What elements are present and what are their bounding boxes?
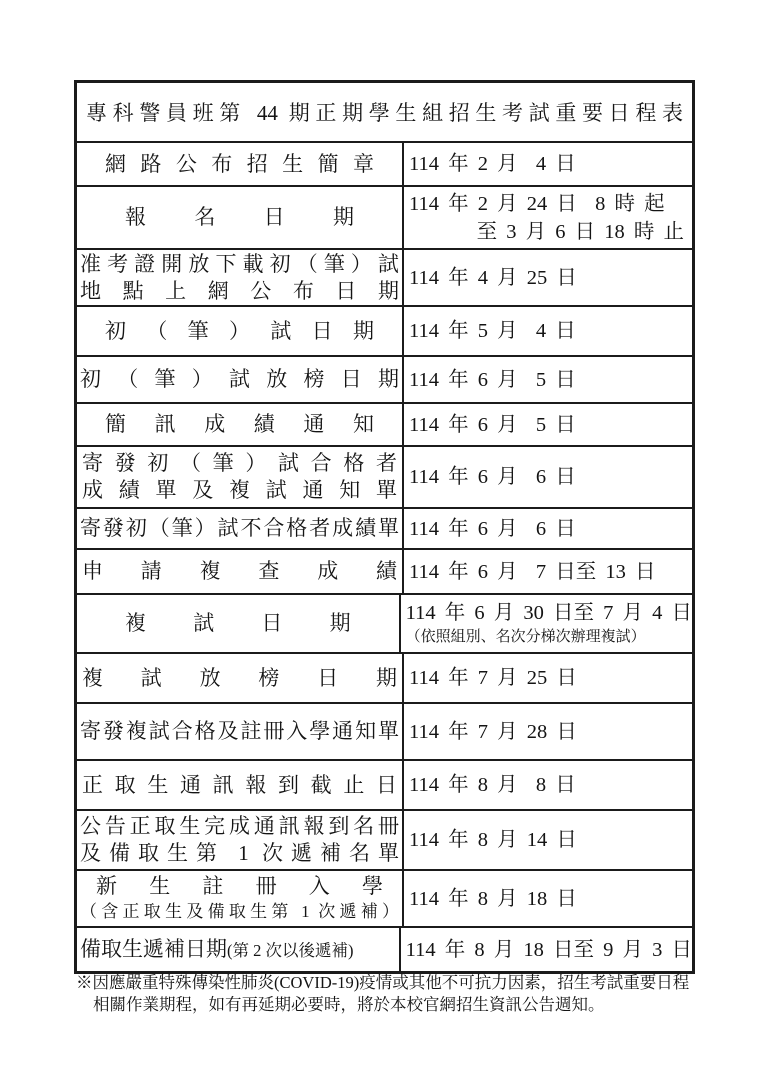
table-row — [77, 652, 692, 702]
event-name: 複試日期 — [125, 611, 351, 635]
event-date-cell — [404, 704, 692, 759]
page-title: 專科警員班第 44 期正期學生組招生考試重要日程表 — [86, 101, 683, 125]
event-date-cell — [404, 250, 692, 305]
event-name: 公告正取生完成通訊報到名冊 — [80, 814, 399, 838]
event-date-cell — [404, 143, 692, 185]
event-date: 114 年 5 月 4 日 — [409, 320, 576, 342]
table-row — [77, 355, 692, 402]
event-name — [80, 936, 396, 964]
table-row — [77, 926, 692, 971]
table-title-cell — [77, 83, 692, 141]
event-name-cell — [77, 928, 401, 971]
event-date-cell — [404, 654, 692, 702]
event-date: 114 年 6 月 7 日至 13 日 — [409, 560, 656, 583]
event-name-cell — [77, 871, 404, 926]
table-row — [77, 445, 692, 507]
event-date-cell — [404, 509, 692, 548]
event-name: 寄發初（筆）試不合格者成績單 — [80, 516, 399, 540]
event-date-cell — [404, 550, 692, 593]
event-name-line2: 及備取生第 1 次遞補名單 — [80, 841, 399, 865]
event-date-cell — [401, 595, 692, 652]
event-name: 正取生通訊報到截止日 — [82, 772, 397, 797]
event-name-cell — [77, 811, 404, 869]
event-name-line2: 地點上網公布日期 — [80, 278, 399, 303]
table-row — [77, 702, 692, 759]
schedule-table — [74, 80, 695, 974]
event-name-cell — [77, 307, 404, 355]
event-date: 114 年 7 月 28 日 — [409, 720, 577, 743]
event-date: 114 年 2 月 4 日 — [409, 153, 576, 175]
event-date-cell — [404, 871, 692, 926]
event-name-cell — [77, 761, 404, 809]
event-name: 網路公布招生簡章 — [105, 151, 374, 176]
event-date-note: （依照組別、名次分梯次辦理複試） — [405, 629, 646, 645]
table-row-title — [77, 83, 692, 141]
event-date-cell — [404, 761, 692, 809]
event-name: 准考證開放下載初（筆）試 — [80, 251, 399, 276]
event-date: 114 年 6 月 6 日 — [409, 466, 576, 488]
event-name-line2: 成績單及複試通知單 — [82, 478, 397, 502]
table-row — [77, 548, 692, 593]
event-date-cell — [404, 447, 692, 507]
event-date: 114 年 8 月 18 日 — [409, 887, 577, 910]
table-row — [77, 402, 692, 445]
event-name: 初（筆）試放榜日期 — [80, 367, 399, 391]
table-row — [77, 809, 692, 869]
event-name-line2: （含正取生及備取生第 1 次遞補） — [80, 902, 399, 921]
event-name: 複試放榜日期 — [82, 665, 397, 690]
event-date-cell — [404, 404, 692, 445]
event-name: 寄發初（筆）試合格者 — [82, 451, 397, 475]
event-date-cell — [404, 357, 692, 402]
table-row — [77, 759, 692, 809]
table-row — [77, 185, 692, 248]
covid-footnote: ※因應嚴重特殊傳染性肺炎(COVID-19)疫情或其他不可抗力因素，招生考試重要日程相關作業期程，如有再延期必要時，將於本校官網招生資訊公告週知。 — [76, 973, 690, 1014]
event-date: 114 年 8 月 8 日 — [409, 774, 576, 796]
event-date: 114 年 6 月 30 日至 7 月 4 日 — [405, 602, 692, 624]
event-name: 報名日期 — [125, 205, 354, 229]
event-name: 初（筆）試日期 — [105, 318, 374, 343]
event-date: 114 年 8 月 14 日 — [409, 829, 577, 851]
table-row — [77, 248, 692, 305]
event-name-cell — [77, 509, 404, 548]
event-name-main: 備取生遞補日期 — [80, 936, 227, 961]
event-date: 114 年 6 月 5 日 — [409, 413, 576, 436]
event-name: 新生註冊入學 — [96, 874, 383, 898]
table-row — [77, 507, 692, 548]
event-date: 114 年 2 月 24 日 8 時 起 — [409, 192, 665, 215]
event-date-cell — [401, 928, 692, 971]
event-name-cell — [77, 187, 404, 248]
event-name-cell — [77, 357, 404, 402]
event-name-cell — [77, 250, 404, 305]
event-name-cell — [77, 595, 401, 652]
event-date: 114 年 6 月 6 日 — [409, 517, 576, 540]
event-name-cell — [77, 404, 404, 445]
event-date-cell — [404, 811, 692, 869]
event-name-cell — [77, 143, 404, 185]
event-name-suffix: (第 2 次以後遞補) — [227, 940, 354, 960]
event-name: 寄發複試合格及註冊入學通知單 — [80, 719, 399, 743]
event-name-cell — [77, 704, 404, 759]
event-date-line2: 至 3 月 6 日 18 時 止 — [476, 220, 684, 243]
event-date-cell — [404, 307, 692, 355]
event-date: 114 年 6 月 5 日 — [409, 368, 576, 391]
table-row — [77, 305, 692, 355]
table-row — [77, 593, 692, 652]
event-name-cell — [77, 654, 404, 702]
event-name: 申請複查成績 — [82, 559, 397, 583]
event-date: 114 年 8 月 18 日至 9 月 3 日 — [405, 938, 692, 961]
event-date: 114 年 4 月 25 日 — [409, 266, 577, 289]
table-row — [77, 869, 692, 926]
event-name-cell — [77, 550, 404, 593]
event-name-cell — [77, 447, 404, 507]
event-date-cell — [404, 187, 692, 248]
table-row — [77, 141, 692, 185]
event-date: 114 年 7 月 25 日 — [409, 667, 577, 689]
event-name: 簡訊成績通知 — [105, 412, 374, 436]
